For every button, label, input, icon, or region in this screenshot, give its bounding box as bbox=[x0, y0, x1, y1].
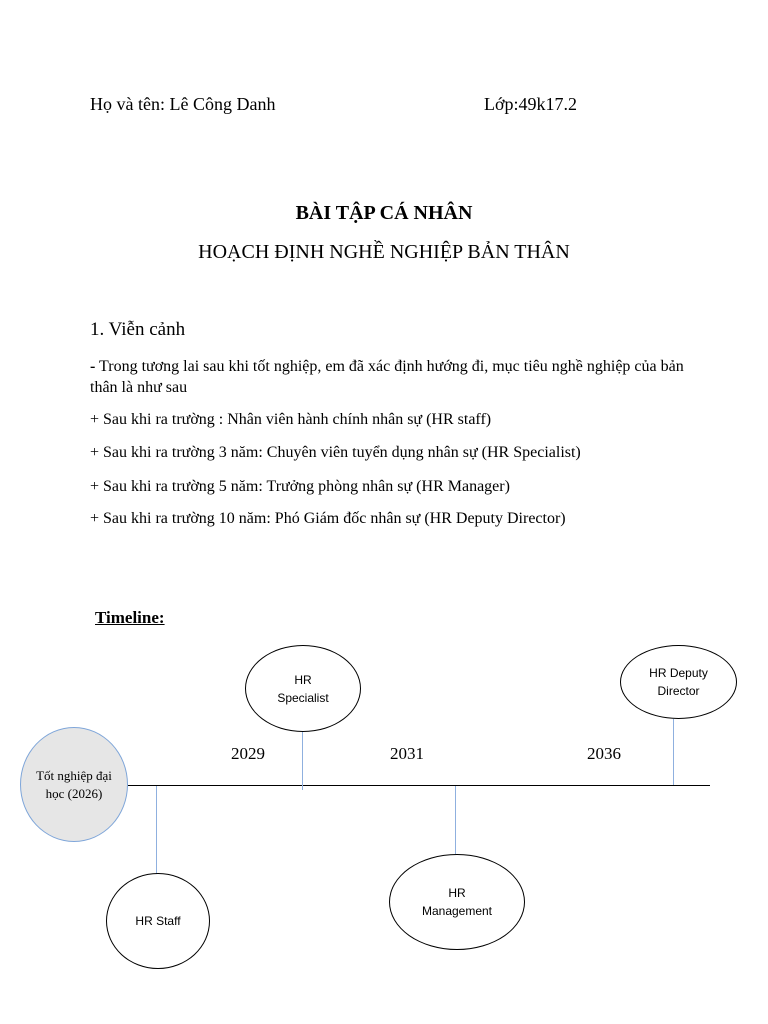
section-heading: 1. Viễn cảnh bbox=[90, 319, 186, 340]
page-title: BÀI TẬP CÁ NHÂN bbox=[295, 202, 473, 224]
page-subtitle: HOẠCH ĐỊNH NGHỀ NGHIỆP BẢN THÂN bbox=[198, 241, 570, 263]
goal-item-2: + Sau khi ra trường 3 năm: Chuyên viên tuyển dụng nhân sự (HR Specialist) bbox=[90, 444, 581, 461]
node-hr-staff bbox=[106, 873, 210, 969]
timeline-start-node bbox=[20, 727, 128, 842]
goal-item-4: + Sau khi ra trường 10 năm: Phó Giám đốc nhân sự (HR Deputy Director) bbox=[90, 510, 566, 527]
start-node-label: Tốt nghiệp đại học (2026) bbox=[36, 767, 112, 801]
node-hr-specialist-label: HR Specialist bbox=[277, 672, 329, 705]
year-2029: 2029 bbox=[231, 744, 265, 763]
intro-text: Trong tương lai sau khi tốt nghiệp, em đã xác định hướng đi, mục tiêu nghề nghiệp của bản thân là như sau bbox=[90, 358, 684, 396]
connector-hr-deputy bbox=[673, 719, 674, 785]
student-name: Họ và tên: Lê Công Danh bbox=[90, 94, 276, 114]
intro-paragraph bbox=[90, 356, 700, 398]
node-hr-management bbox=[389, 854, 525, 950]
goal-item-1: + Sau khi ra trường : Nhân viên hành chính nhân sự (HR staff) bbox=[90, 411, 492, 428]
node-hr-deputy bbox=[620, 645, 737, 719]
connector-hr-staff bbox=[156, 786, 157, 874]
node-hr-management-label: HR Management bbox=[421, 886, 493, 918]
year-2036: 2036 bbox=[587, 744, 621, 763]
connector-hr-management bbox=[455, 786, 456, 854]
student-class: Lớp:49k17.2 bbox=[484, 94, 578, 114]
year-2031: 2031 bbox=[390, 744, 424, 763]
node-hr-specialist bbox=[245, 645, 361, 732]
node-hr-deputy-label: HR Deputy Director bbox=[649, 666, 708, 698]
connector-hr-specialist bbox=[302, 732, 303, 790]
node-hr-staff-label: HR Staff bbox=[135, 914, 181, 928]
intro-dash: - bbox=[90, 358, 96, 375]
timeline-axis bbox=[128, 785, 710, 786]
timeline-label: Timeline: bbox=[95, 608, 165, 627]
goal-item-3: + Sau khi ra trường 5 năm: Trưởng phòng nhân sự (HR Manager) bbox=[90, 478, 510, 495]
